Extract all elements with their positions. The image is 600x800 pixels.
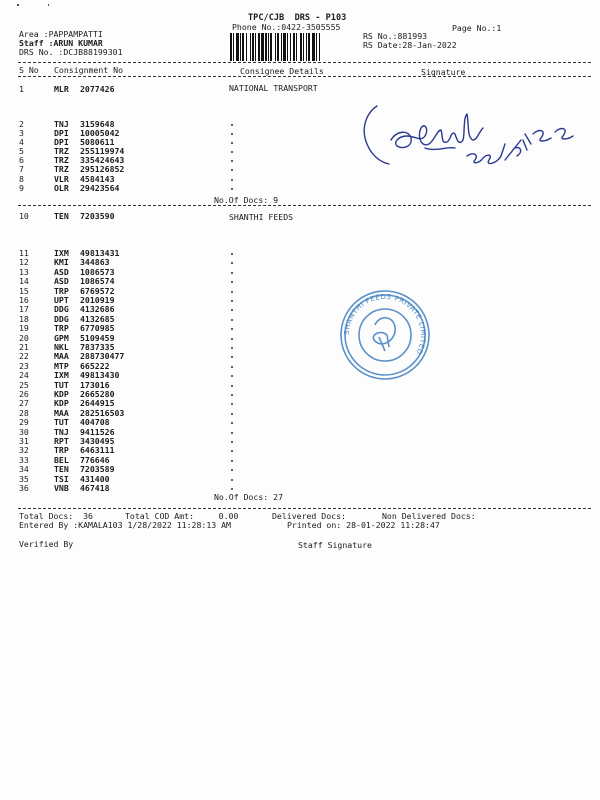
row-marker <box>231 328 233 330</box>
row-marker <box>231 151 233 153</box>
non-delivered-docs: Non Delivered Docs: <box>382 511 476 521</box>
row-prefix: KDP <box>54 398 69 409</box>
row-marker <box>231 338 233 340</box>
barcode-bar <box>281 33 282 61</box>
barcode-bar <box>275 33 276 61</box>
total-cod-amount: Total COD Amt: 0.00 <box>125 511 239 521</box>
barcode-bar <box>293 33 295 61</box>
barcode <box>229 33 355 61</box>
row-sno: 35 <box>19 473 29 484</box>
company-stamp <box>335 285 435 385</box>
footer-divider <box>18 508 591 509</box>
row-sno: 1 <box>19 84 24 94</box>
row-sno: 21 <box>19 342 29 352</box>
col-signature: Signature <box>421 67 466 77</box>
staff-signature-label: Staff Signature <box>298 540 372 550</box>
row-prefix: IXM <box>54 370 69 381</box>
row-number: 3159648 <box>80 119 115 129</box>
row-sno: 29 <box>19 417 29 428</box>
row-number: 295126852 <box>80 164 125 174</box>
row-marker <box>231 347 233 349</box>
consignment-row <box>19 84 219 94</box>
docs-count: No.Of Docs: 9 <box>214 195 279 205</box>
row-prefix: NKL <box>54 342 69 352</box>
rs-date: RS Date:28-Jan-2022 <box>363 40 457 50</box>
row-marker <box>231 319 233 321</box>
column-divider <box>18 76 591 77</box>
docs-count: No.Of Docs: 27 <box>214 492 284 502</box>
row-prefix: TNJ <box>54 426 69 437</box>
row-marker <box>231 281 233 283</box>
row-number: 431400 <box>80 473 110 484</box>
row-sno: 25 <box>19 379 29 390</box>
row-number: 255119974 <box>80 146 125 156</box>
row-sno: 19 <box>19 323 29 334</box>
barcode-bar <box>308 33 310 61</box>
row-prefix: TRZ <box>54 155 69 165</box>
delivered-docs: Delivered Docs: <box>272 511 346 521</box>
entered-by: Entered By :KAMALA103 1/28/2022 11:28:13 AM <box>19 520 231 530</box>
row-sno: 27 <box>19 398 29 409</box>
row-sno: 30 <box>19 426 29 437</box>
row-prefix: MAA <box>54 351 69 362</box>
row-number: 2010919 <box>80 295 115 305</box>
row-prefix: VNB <box>54 483 69 493</box>
row-marker <box>231 160 233 162</box>
row-marker <box>231 441 233 443</box>
scan-speck <box>17 4 19 6</box>
row-marker <box>231 450 233 452</box>
row-marker <box>231 413 233 415</box>
barcode-bar <box>236 33 239 61</box>
consignee-name: SHANTHI FEEDS <box>229 212 294 222</box>
row-sno: 28 <box>19 407 29 418</box>
consignee-name: NATIONAL TRANSPORT <box>229 83 318 93</box>
barcode-bar <box>290 33 291 61</box>
row-marker <box>231 142 233 144</box>
row-marker <box>231 375 233 377</box>
barcode-bar <box>306 33 307 61</box>
row-number: 404708 <box>80 417 110 428</box>
row-sno: 17 <box>19 304 29 315</box>
rs-number: RS No.:881993 <box>363 31 428 41</box>
row-marker <box>231 422 233 424</box>
barcode-bar <box>265 33 267 61</box>
row-prefix: DDG <box>54 313 69 324</box>
row-prefix: TRP <box>54 323 69 334</box>
row-marker <box>231 253 233 255</box>
row-marker <box>231 432 233 434</box>
row-number: 5109459 <box>80 332 115 343</box>
row-prefix: GPM <box>54 332 69 343</box>
row-marker <box>231 124 233 126</box>
row-sno: 36 <box>19 483 29 493</box>
barcode-bar <box>319 33 320 61</box>
row-sno: 15 <box>19 285 29 296</box>
row-number: 1086573 <box>80 266 115 277</box>
consignment-row <box>19 211 219 221</box>
row-number: 4132685 <box>80 313 115 324</box>
report-title: TPC/CJB DRS - P103 <box>248 13 347 23</box>
row-prefix: TUT <box>54 379 69 390</box>
area-label: Area :PAPPAMPATTI <box>19 29 103 39</box>
phone-number: Phone No.:0422-3505555 <box>232 22 341 32</box>
row-sno: 2 <box>19 119 24 129</box>
col-sno: S No <box>19 65 39 75</box>
consignment-row <box>19 183 219 193</box>
row-prefix: TRP <box>54 445 69 456</box>
row-prefix: UPT <box>54 295 69 305</box>
barcode-bar <box>255 33 256 61</box>
row-marker <box>231 366 233 368</box>
group-divider <box>18 205 591 206</box>
row-prefix: TUT <box>54 417 69 428</box>
row-marker <box>231 469 233 471</box>
barcode-bar <box>283 33 286 61</box>
row-sno: 7 <box>19 164 24 174</box>
row-number: 467418 <box>80 483 110 493</box>
row-marker <box>231 385 233 387</box>
row-sno: 11 <box>19 248 29 258</box>
row-prefix: TRZ <box>54 164 69 174</box>
row-prefix: TEN <box>54 211 69 221</box>
row-sno: 33 <box>19 454 29 465</box>
row-number: 49813431 <box>80 248 120 258</box>
row-number: 5080611 <box>80 137 115 147</box>
staff-label: Staff :ARUN KUMAR <box>19 38 103 48</box>
row-sno: 9 <box>19 183 24 193</box>
row-marker <box>231 394 233 396</box>
row-number: 665222 <box>80 360 110 371</box>
row-sno: 24 <box>19 370 29 381</box>
row-prefix: ASD <box>54 276 69 287</box>
row-sno: 32 <box>19 445 29 456</box>
row-sno: 31 <box>19 436 29 446</box>
row-marker <box>231 169 233 171</box>
row-prefix: ASD <box>54 266 69 277</box>
handwritten-signature <box>355 100 595 185</box>
row-number: 49813430 <box>80 370 120 381</box>
row-number: 288730477 <box>80 351 125 362</box>
row-prefix: TEN <box>54 464 69 475</box>
barcode-bar <box>268 33 269 61</box>
row-sno: 23 <box>19 360 29 371</box>
row-prefix: DDG <box>54 304 69 315</box>
row-number: 282516503 <box>80 407 125 418</box>
row-prefix: MAA <box>54 407 69 418</box>
row-sno: 26 <box>19 389 29 399</box>
row-number: 29423564 <box>80 183 120 193</box>
row-sno: 10 <box>19 211 29 221</box>
row-prefix: MTP <box>54 360 69 371</box>
row-number: 4132686 <box>80 304 115 315</box>
row-marker <box>231 188 233 190</box>
barcode-bar <box>287 33 288 61</box>
col-consignee: Consignee Details <box>240 66 324 76</box>
row-prefix: BEL <box>54 454 69 465</box>
row-marker <box>231 133 233 135</box>
row-sno: 16 <box>19 295 29 305</box>
barcode-bar <box>250 33 251 61</box>
row-marker <box>231 356 233 358</box>
consignment-row <box>19 483 219 493</box>
col-consignment: Consignment No <box>54 65 124 75</box>
row-number: 1086574 <box>80 276 115 287</box>
row-prefix: RPT <box>54 436 69 446</box>
barcode-bar <box>296 33 297 61</box>
row-prefix: TRZ <box>54 146 69 156</box>
row-marker <box>231 460 233 462</box>
row-number: 10005042 <box>80 128 120 138</box>
verified-by: Verified By <box>19 539 74 549</box>
barcode-bar <box>277 33 279 61</box>
scan-speck <box>48 4 49 6</box>
row-number: 7203590 <box>80 211 115 221</box>
row-number: 335424643 <box>80 155 125 165</box>
row-number: 6463111 <box>80 445 115 456</box>
row-prefix: TSI <box>54 473 69 484</box>
row-number: 7837335 <box>80 342 115 352</box>
row-prefix: KDP <box>54 389 69 399</box>
row-sno: 12 <box>19 257 29 268</box>
page-number: Page No.:1 <box>452 23 502 33</box>
barcode-bar <box>270 33 272 61</box>
row-marker <box>231 291 233 293</box>
barcode-bar <box>230 33 232 61</box>
row-sno: 14 <box>19 276 29 287</box>
row-number: 776646 <box>80 454 110 465</box>
row-prefix: KMI <box>54 257 69 268</box>
row-sno: 6 <box>19 155 24 165</box>
header-divider <box>18 62 591 63</box>
row-number: 173016 <box>80 379 110 390</box>
barcode-bar <box>252 33 254 61</box>
row-number: 9411526 <box>80 426 115 437</box>
row-number: 6769572 <box>80 285 115 296</box>
row-sno: 18 <box>19 313 29 324</box>
row-sno: 3 <box>19 128 24 138</box>
row-sno: 5 <box>19 146 24 156</box>
row-marker <box>231 309 233 311</box>
row-marker <box>231 403 233 405</box>
barcode-bar <box>258 33 260 61</box>
row-sno: 13 <box>19 266 29 277</box>
row-marker <box>231 300 233 302</box>
row-marker <box>231 272 233 274</box>
row-number: 3430495 <box>80 436 115 446</box>
row-prefix: TRP <box>54 285 69 296</box>
barcode-bar <box>316 33 317 61</box>
row-number: 2077426 <box>80 84 115 94</box>
stamp-text: SHANTHI FEEDS PRIVATE LIMITED <box>342 292 428 356</box>
row-sno: 34 <box>19 464 29 475</box>
barcode-bar <box>233 33 234 61</box>
printed-on: Printed on: 28-01-2022 11:28:47 <box>287 520 440 530</box>
row-sno: 22 <box>19 351 29 362</box>
barcode-bar <box>261 33 264 61</box>
row-prefix: IXM <box>54 248 69 258</box>
row-prefix: MLR <box>54 84 69 94</box>
row-marker <box>231 479 233 481</box>
barcode-bar <box>300 33 302 61</box>
row-number: 7203589 <box>80 464 115 475</box>
row-number: 2665280 <box>80 389 115 399</box>
row-sno: 8 <box>19 174 24 184</box>
barcode-bar <box>246 33 247 61</box>
barcode-bar <box>312 33 315 61</box>
row-prefix: DPI <box>54 128 69 138</box>
total-docs: Total Docs: 36 <box>19 511 93 521</box>
row-sno: 4 <box>19 137 24 147</box>
barcode-bar <box>303 33 304 61</box>
row-marker <box>231 179 233 181</box>
row-number: 2644915 <box>80 398 115 409</box>
row-prefix: OLR <box>54 183 69 193</box>
row-marker <box>231 262 233 264</box>
barcode-bar <box>242 33 244 61</box>
row-number: 6770985 <box>80 323 115 334</box>
row-marker <box>231 488 233 490</box>
row-number: 344863 <box>80 257 110 268</box>
row-prefix: TNJ <box>54 119 69 129</box>
row-prefix: DPI <box>54 137 69 147</box>
barcode-bar <box>240 33 241 61</box>
row-sno: 20 <box>19 332 29 343</box>
row-number: 4584143 <box>80 174 115 184</box>
consignment-row <box>19 164 219 174</box>
drs-number: DRS No. :DCJB88199301 <box>19 47 123 57</box>
row-prefix: VLR <box>54 174 69 184</box>
